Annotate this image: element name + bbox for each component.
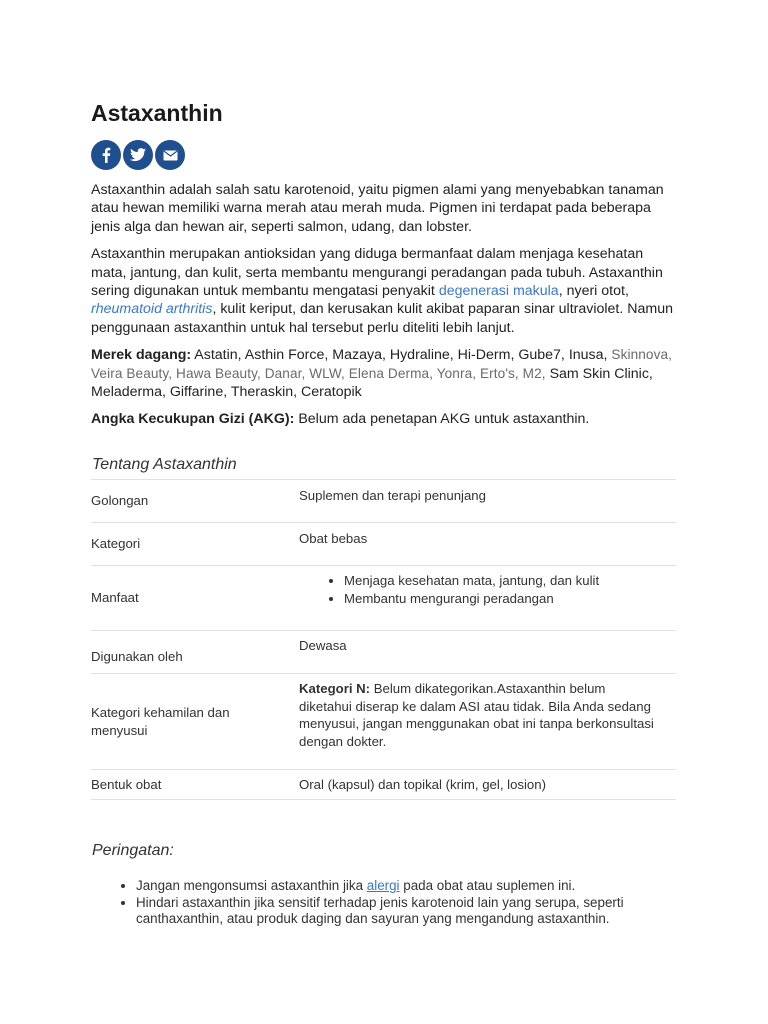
akg-label: Angka Kecukupan Gizi (AKG): <box>91 411 295 428</box>
manfaat-list <box>299 572 676 607</box>
table-row <box>91 566 676 631</box>
about-section-title: Tentang Astaxanthin <box>92 456 237 473</box>
list-item: • Menjaga kesehatan mata, jantung, dan kulit <box>344 572 676 590</box>
row-label: Golongan <box>91 480 299 523</box>
alergi-link[interactable]: alergi <box>366 878 400 893</box>
share-buttons <box>91 140 185 170</box>
kategori-n-label: Kategori N: <box>299 681 371 696</box>
kehamilan-text: Belum dikategorikan.Astaxanthin belum diketahui diserap ke dalam ASI atau tidak. Bila Anda sedang menyusui, jangan menggunakan obat ini tanpa berkonsultasi dengan dokter. <box>299 681 654 749</box>
intro-text <box>91 181 676 438</box>
row-value <box>299 566 676 631</box>
row-value <box>299 674 676 770</box>
mail-icon <box>163 150 178 161</box>
warning-section-title: Peringatan: <box>92 842 174 859</box>
row-label: Kategori <box>91 523 299 566</box>
intro-paragraph-1: Astaxanthin adalah salah satu karotenoid, yaitu pigmen alami yang menyebabkan tanaman atau hewan memiliki warna merah atau merah muda. Pigmen ini terdapat pada beberapa jenis alga dan hewan air, seperti salmon, udang, dan lobster. <box>91 182 664 235</box>
list-item <box>136 878 696 895</box>
facebook-icon <box>99 147 113 163</box>
row-label: Digunakan oleh <box>91 631 299 674</box>
row-label: Bentuk obat <box>91 770 299 800</box>
row-label: Kategori kehamilan dan menyusui <box>91 674 299 770</box>
table-row <box>91 631 676 674</box>
twitter-share-button[interactable] <box>123 140 153 170</box>
text-segment: pada obat atau suplemen ini. <box>399 878 576 893</box>
brand-list: Sam Skin Clinic, Meladerma, Giffarine, Theraskin, Ceratopik <box>91 365 653 401</box>
row-label: Manfaat <box>91 566 299 631</box>
akg-paragraph <box>91 410 676 428</box>
about-table <box>91 479 676 800</box>
mail-share-button[interactable] <box>155 140 185 170</box>
text-segment: , nyeri otot, <box>558 283 629 300</box>
text-segment: Jangan mengonsumsi astaxanthin jika <box>136 878 367 893</box>
row-value: Oral (kapsul) dan topikal (krim, gel, losion) <box>299 770 676 800</box>
list-item: • Membantu mengurangi peradangan <box>344 590 676 608</box>
brand-label: Merek dagang: <box>91 347 192 364</box>
warning-list <box>91 878 696 928</box>
degenerasi-makula-link[interactable]: degenerasi makula <box>438 283 559 300</box>
table-row <box>91 770 676 800</box>
text-segment: Astaxanthin merupakan antioksidan yang diduga bermanfaat dalam menjaga kesehatan mata, jantung, dan kulit, serta membantu mengurangi peradangan pada tubuh. Astaxanthin sering digunakan untuk membantu mengatasi penyakit <box>91 246 663 300</box>
list-item: • Hindari astaxanthin jika sensitif terhadap jenis karotenoid lain yang serupa, seperti canthaxanthin, atau produk daging dan sayuran yang mengandung astaxanthin. <box>136 895 696 928</box>
akg-text: Belum ada penetapan AKG untuk astaxanthin. <box>294 411 590 428</box>
twitter-icon <box>130 148 146 162</box>
page-title: Astaxanthin <box>91 100 223 126</box>
intro-paragraph-2 <box>91 245 676 337</box>
table-row <box>91 480 676 523</box>
brand-paragraph <box>91 346 676 401</box>
brand-list-light: Skinnova, Veira Beauty, Hawa Beauty, Danar, WLW, Elena Derma, Yonra, Erto's, M2, <box>91 347 673 381</box>
rheumatoid-arthritis-link[interactable]: rheumatoid arthritis <box>91 301 213 318</box>
row-value: Suplemen dan terapi penunjang <box>299 480 676 523</box>
brand-list: Astatin, Asthin Force, Mazaya, Hydraline, Hi-Derm, Gube7, Inusa, <box>191 347 612 364</box>
row-value: Obat bebas <box>299 523 676 566</box>
text-segment: , kulit keriput, dan kerusakan kulit akibat paparan sinar ultraviolet. Namun penggunaan astaxanthin untuk hal tersebut perlu diteliti lebih lanjut. <box>91 301 673 336</box>
table-row <box>91 674 676 770</box>
facebook-share-button[interactable] <box>91 140 121 170</box>
table-row <box>91 523 676 566</box>
row-value: Dewasa <box>299 631 676 674</box>
